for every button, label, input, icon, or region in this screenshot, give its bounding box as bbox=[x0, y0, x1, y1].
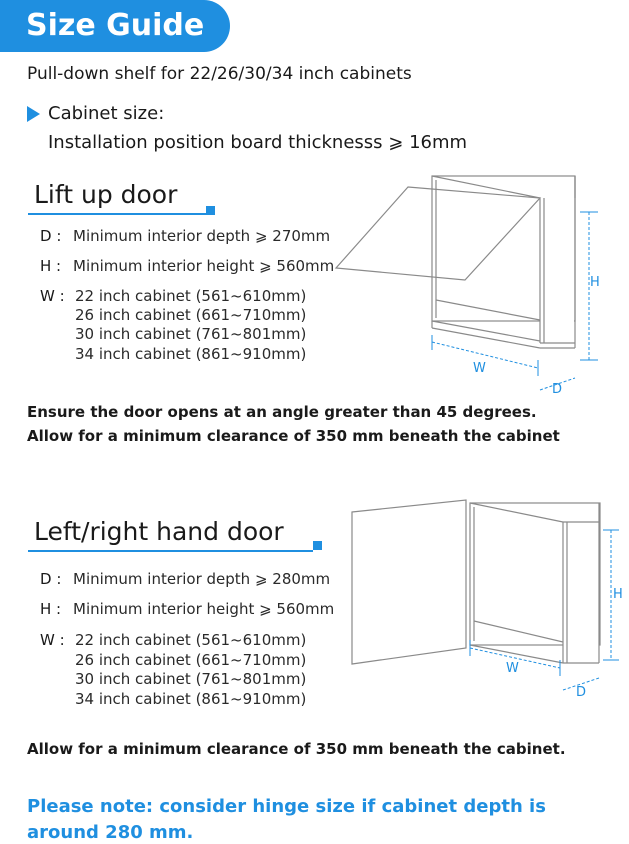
lift-up-width-line: 30 inch cabinet (761~801mm) bbox=[75, 325, 307, 343]
left-right-width-line: 22 inch cabinet (561~610mm) bbox=[75, 631, 307, 649]
left-right-d-key: D : bbox=[40, 570, 62, 588]
lift-up-width-line: 26 inch cabinet (661~710mm) bbox=[75, 306, 307, 324]
left-right-w-label: W bbox=[506, 661, 519, 676]
lift-up-d-label: D bbox=[552, 382, 563, 397]
left-right-height-spec: Minimum interior height ⩾ 560mm bbox=[73, 600, 335, 618]
left-right-clearance-note: Allow for a minimum clearance of 350 mm beneath the cabinet. bbox=[27, 740, 566, 758]
lift-up-width-line: 34 inch cabinet (861~910mm) bbox=[75, 345, 307, 363]
lift-up-w-label: W bbox=[473, 361, 486, 376]
lift-up-clearance-note: Allow for a minimum clearance of 350 mm beneath the cabinet bbox=[27, 427, 560, 445]
left-right-width-line: 30 inch cabinet (761~801mm) bbox=[75, 670, 307, 688]
hinge-size-note-line1: Please note: consider hinge size if cabinet depth is bbox=[27, 796, 546, 817]
lift-up-width-line: 22 inch cabinet (561~610mm) bbox=[75, 287, 307, 305]
page-title: Size Guide bbox=[26, 8, 205, 43]
lift-up-depth-spec: Minimum interior depth ⩾ 270mm bbox=[73, 227, 331, 245]
subtitle: Pull-down shelf for 22/26/30/34 inch cabinets bbox=[27, 64, 412, 84]
board-thickness-text: Installation position board thicknesss ⩾ 16mm bbox=[48, 132, 468, 153]
lift-up-h-label: H bbox=[590, 275, 600, 290]
left-right-d-label: D bbox=[576, 685, 587, 700]
left-right-depth-spec: Minimum interior depth ⩾ 280mm bbox=[73, 570, 331, 588]
lift-up-d-key: D : bbox=[40, 227, 62, 245]
hinge-size-note-line2: around 280 mm. bbox=[27, 822, 194, 843]
lift-up-h-key: H : bbox=[40, 257, 62, 275]
left-right-door-title: Left/right hand door bbox=[34, 517, 284, 546]
left-right-width-line: 34 inch cabinet (861~910mm) bbox=[75, 690, 307, 708]
lift-up-w-key: W : bbox=[40, 287, 65, 305]
left-right-w-key: W : bbox=[40, 631, 65, 649]
lift-up-door-title: Lift up door bbox=[34, 180, 178, 209]
left-right-h-label: H bbox=[613, 587, 623, 602]
door-angle-note: Ensure the door opens at an angle greater than 45 degrees. bbox=[27, 403, 537, 421]
lift-up-height-spec: Minimum interior height ⩾ 560mm bbox=[73, 257, 335, 275]
left-right-width-line: 26 inch cabinet (661~710mm) bbox=[75, 651, 307, 669]
left-right-h-key: H : bbox=[40, 600, 62, 618]
cabinet-size-label: Cabinet size: bbox=[48, 103, 165, 124]
